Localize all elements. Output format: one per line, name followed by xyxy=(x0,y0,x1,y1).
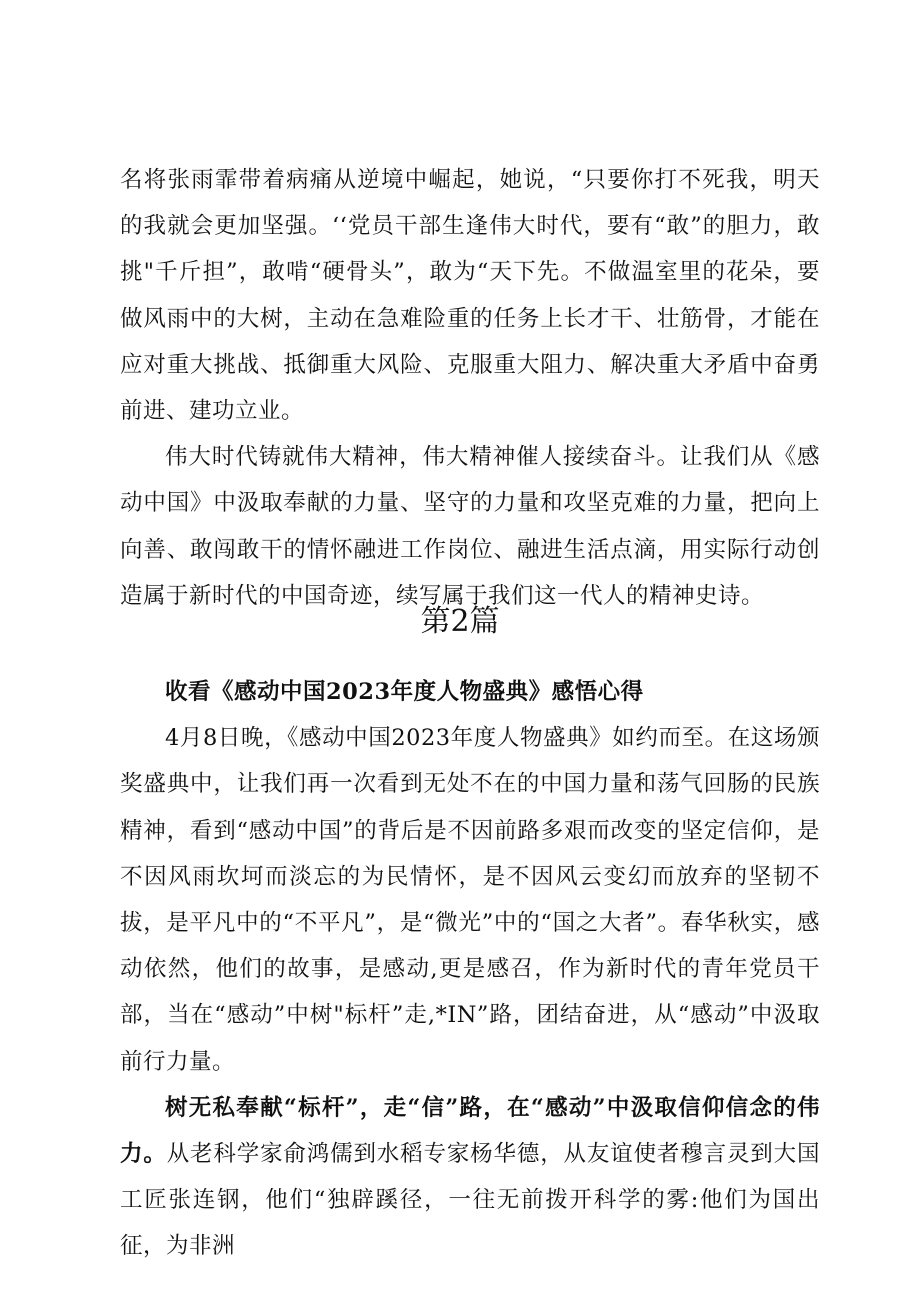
part2-paragraph-2-lead: 树无私奉献“标杆”，走“信”路，在“感动”中汲取信仰信念的伟力。 xyxy=(120,1094,820,1168)
part2-paragraph-2 xyxy=(120,1085,820,1270)
part1-paragraph-1: 名将张雨霏带着病痛从逆境中崛起，她说，“只要你打不死我，明天的我就会更加坚强。‘‘党员干部生逢伟大时代，要有“敢”的胆力，敢挑"千斤担”，敢啃“硬骨头”，敢为“天下先。不做温室里的花朵，要做风雨中的大树，主动在急难险重的任务上长才干、壮筋骨，才能在应对重大挑战、抵御重大风险、克服重大阻力、解决重大矛盾中奋勇前进、建功立业。 xyxy=(120,167,820,425)
part2-paragraph-1: 4月8日晚，《感动中国2023年度人物盛典》如约而至。在这场颁奖盛典中，让我们再一次看到无处不在的中国力量和荡气回肠的民族精神，看到“感动中国”的背后是不因前路多艰而改变的坚定信仰，是不因风雨坎坷而淡忘的为民情怀，是不因风云变幻而放弃的坚韧不拔，是平凡中的“不平凡”，是“微光”中的“国之大者”。春华秋实，感动依然，他们的故事，是感动,更是感召，作为新时代的青年党员干部，当在“感动”中树"标杆”走,*IN”路，团结奋进，从“感动”中汲取前行力量。 xyxy=(120,725,820,1075)
part2-paragraph-2-body: 从老科学家俞鸿儒到水稻专家杨华德，从友谊使者穆言灵到大国工匠张连钢，他们“独辟蹊径，一往无前拨开科学的雾:他们为国出征，为非洲 xyxy=(120,1141,820,1260)
part1-section xyxy=(120,157,820,619)
part1-paragraph-2: 伟大时代铸就伟大精神，伟大精神催人接续奋斗。让我们从《感动中国》中汲取奉献的力量、坚守的力量和攻坚克难的力量，把向上向善、敢闯敢干的情怀融进工作岗位、融进生活点滴，用实际行动创造属于新时代的中国奇迹，续写属于我们这一代人的精神史诗。 xyxy=(120,444,820,609)
article-title: 收看《感动中国2023年度人物盛典》感悟心得 xyxy=(165,679,644,705)
section-heading: 第2篇 xyxy=(420,604,500,639)
part2-section xyxy=(120,669,820,1270)
